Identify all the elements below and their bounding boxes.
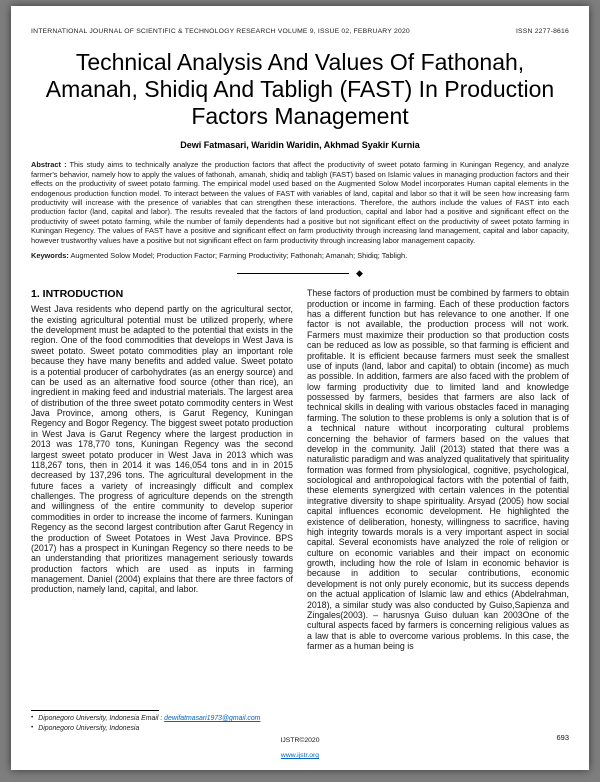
two-column-body bbox=[31, 288, 569, 733]
author-email-link[interactable]: dewifatmasari1973@gmail.com bbox=[164, 715, 261, 723]
keywords-label: Keywords: bbox=[31, 250, 69, 260]
right-column bbox=[307, 288, 569, 733]
abstract-block bbox=[31, 160, 569, 245]
section-heading-introduction: 1. INTRODUCTION bbox=[31, 288, 124, 301]
paper-title: Technical Analysis And Values Of Fathonah, Amanah, Shidiq And Tabligh (FAST) In Production Factors Management bbox=[45, 49, 555, 130]
introduction-paragraph-left: West Java residents who depend partly on the agricultural sector, the existing agricultural potential must be utilized properly, where the development must be adapted to the potential that exists in the region. One of the food commodities that develops in West Java is sweet potato. Sweet potato commodities play an important role because they have many benefits and added value. Sweet potato is a potential producer of carbohydrates (as an energy source) and can be used as an alternative food source (other than rice), an ingredient in making feed and industrial materials. The largest area of distribution of the three sweet potato commodity centers in West Java Province, among others, is Garut Regency, Kuningan Regency and Bogor Regency. The biggest sweet potato production in West Java is Garut Regency where the largest production in 2013 was 178,770 tons, Kuningan Regency was the second largest sweet potato producer in West Java in 2013 which was 118,267 tons, then in 2014 it was 146,054 tons and in in 2015 decreased by 137,296 tons. The agricultural development in the future faces a variety of increasingly difficult and complex challenges. The progress of agriculture depends on the strength and willingness of the entire community to develop superior commodities in order to increase the income of farmers. Kuningan Regency as the second largest contribution after Garut Regency in the production of Sweet Potatoes in West Java Province. BPS (2017) has a prospect in Kuningan Regency so there needs to be an understanding that prioritizes management seriously towards production factors which are used as inputs in farming management. Daniel (2004) explains that there are three factors of production, namely land, capital, and labor. bbox=[31, 304, 293, 595]
section-divider bbox=[237, 269, 363, 278]
abstract-label: Abstract : bbox=[31, 160, 67, 170]
keywords-block bbox=[31, 251, 569, 260]
copyright-line: IJSTR©2020 bbox=[280, 737, 320, 744]
abstract-text: This study aims to technically analyze the production factors that affect the productivity of sweet potato farming in Kuningan Regency, and analyze farmer's behavior, namely how to apply the values of fathonah, amanah, shidiq and tabligh (FAST) based on Islamic values in managing production factors and their effects on the productivity of sweet potato farming. The empirical model used based on the Augmented Solow Model incorporates Human capital elements in the endogenous production function model. To interact between the values of FAST with variables of land, capital and labor so that it will be seen how increasing farm productivity will increase with the presence of variables that can strengthen these interactions. Therefore, the authors include the values of FAST into each production factor (land, capital and labor). The results revealed that the factors of land production, capital and labor had a positive and significant effect on the productivity of sweet potato farming, while the number of family dependents had a positive but not significant effect on the productivity of sweet potato farming in Kuningan Regency. The values of FAST have a positive and significant effect on farm productivity through increasing land management, capital and labor capacity, however trustworthy values have a positive but not significant effect on farm productivity through increasing labor management capacity. bbox=[31, 160, 569, 245]
author-footnote bbox=[31, 704, 293, 733]
page-header bbox=[31, 28, 569, 35]
issn-label: ISSN 2277-8616 bbox=[515, 28, 569, 35]
footnote-divider bbox=[31, 710, 159, 711]
authors-line: Dewi Fatmasari, Waridin Waridin, Akhmad Syakir Kurnia bbox=[180, 140, 420, 151]
diamond-icon: ◆ bbox=[356, 268, 363, 279]
left-column bbox=[31, 288, 293, 733]
footnote-text bbox=[38, 714, 260, 723]
bullet-icon: • bbox=[31, 714, 34, 722]
bullet-icon: • bbox=[31, 723, 34, 731]
keywords-text: Augmented Solow Model; Production Factor; Farming Productivity; Fathonah; Amanah; Shidiq; Tabligh. bbox=[70, 250, 408, 260]
page-footer bbox=[31, 733, 569, 762]
divider-line bbox=[237, 273, 349, 274]
journal-title: INTERNATIONAL JOURNAL OF SCIENTIFIC & TECHNOLOGY RESEARCH VOLUME 9, ISSUE 02, FEBRUARY 2020 bbox=[31, 28, 410, 35]
footnote-item bbox=[31, 714, 261, 723]
affiliation-text: Diponegoro University, Indonesia bbox=[38, 724, 140, 732]
paper-page bbox=[11, 6, 589, 770]
page-number: 693 bbox=[556, 733, 569, 742]
affiliation-text: Diponegoro University, Indonesia Email : bbox=[38, 715, 163, 723]
ijstr-website-link[interactable]: www.ijstr.org bbox=[280, 752, 320, 759]
introduction-paragraph-right: These factors of production must be combined by farmers to obtain production or income in farming. Each of these production factors has a different function but has relevance to one another. If one factor is not available, the production process will not work. Farmers must maximize their production so that production costs can be reduced as low as possible, so that farming is efficient and profitable. It is efficient because farmers must seek the smallest use of inputs (land, labor and capital) to obtain (income) as much as possible. In addition, farmers are also faced with the problem of low farming productivity due to limited land and knowledge possessed by farmers, besides that farmers are also lack of technical skills in dealing with various obstacles faced in managing farming. The solution to these problems is only a solution that is of a technical nature without incorporating cultural problems concerning the behavior of farmers based on the values that develop in the community. Jalil (2013) stated that there was a naturalistic paradigm and was analyzed qualitatively that spirituality formation was formed from physiological, cognitive, psychological, sociological and anthropological factors with the potential of faith, these elements synergized with certain valences in the potential integrative diversity to shape spirituality. Arsyad (2005) how social capital influences economic development. He highlighted the existence of deliberation, honesty, willingness to sacrifice, having high integrity towards morals is a very important aspect in social capital. Several economists have analyzed the role of religion or culture on economic variables and their impact on economic growth, including how the role of Islam in economic behavior is because in addition to secular contributions, economic development is not only purely economic, but its success depends on the actual application of Islamic law and ethics (Abdelrahman, 2018), a similar study was also conducted by Guiso,Sapienza and Zingales(2003). – harusnya Guiso duluan kan 2003One of the cultural aspects faced by farmers is concerning religious values as a law that is able to overcome various problems. In this case, the farmer as a human being is bbox=[307, 288, 569, 652]
footnote-text bbox=[38, 724, 139, 733]
footnote-item bbox=[31, 724, 261, 733]
